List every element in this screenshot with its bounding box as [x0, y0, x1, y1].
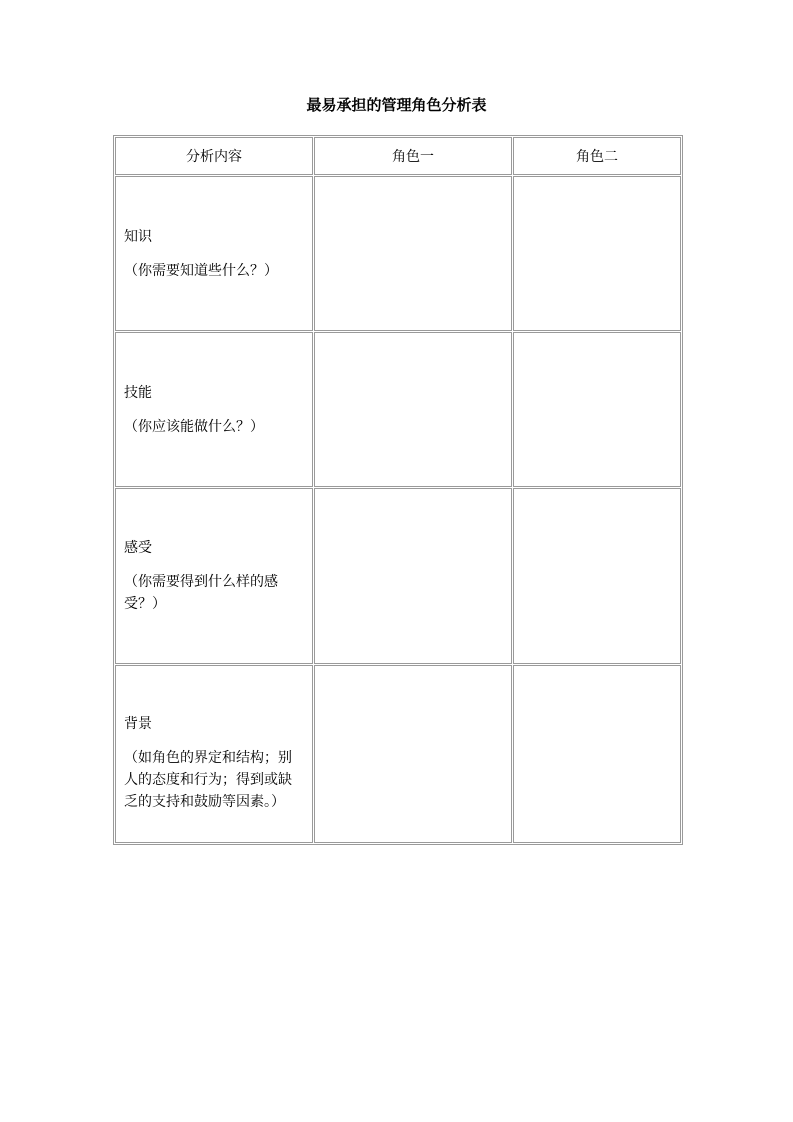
category-cell [115, 665, 313, 843]
role-one-cell[interactable] [314, 332, 512, 487]
role-two-cell[interactable] [513, 332, 681, 487]
table-header-row [115, 137, 681, 175]
header-analysis-content: 分析内容 [115, 137, 313, 175]
role-two-cell[interactable] [513, 665, 681, 843]
role-two-cell[interactable] [513, 488, 681, 664]
category-prompt: （如角色的界定和结构；别人的态度和行为；得到或缺乏的支持和鼓励等因素。） [124, 750, 292, 810]
category-prompt: （你需要得到什么样的感受？） [124, 574, 278, 612]
role-analysis-table [113, 135, 683, 845]
category-label: 技能 [124, 384, 152, 401]
role-one-cell[interactable] [314, 176, 512, 331]
table-row-knowledge [115, 176, 681, 331]
header-role-two: 角色二 [513, 137, 681, 175]
category-prompt: （你应该能做什么？） [124, 418, 264, 435]
role-two-cell[interactable] [513, 176, 681, 331]
table-row-background [115, 665, 681, 843]
category-cell [115, 176, 313, 331]
role-one-cell[interactable] [314, 665, 512, 843]
header-role-one: 角色一 [314, 137, 512, 175]
category-cell [115, 332, 313, 487]
category-label: 感受 [124, 540, 152, 556]
document-title: 最易承担的管理角色分析表 [306, 96, 487, 114]
category-label: 知识 [124, 228, 152, 245]
category-label: 背景 [124, 716, 152, 732]
table-row-skills [115, 332, 681, 487]
category-cell [115, 488, 313, 664]
category-prompt: （你需要知道些什么？） [124, 262, 278, 279]
table-row-feelings [115, 488, 681, 664]
role-one-cell[interactable] [314, 488, 512, 664]
